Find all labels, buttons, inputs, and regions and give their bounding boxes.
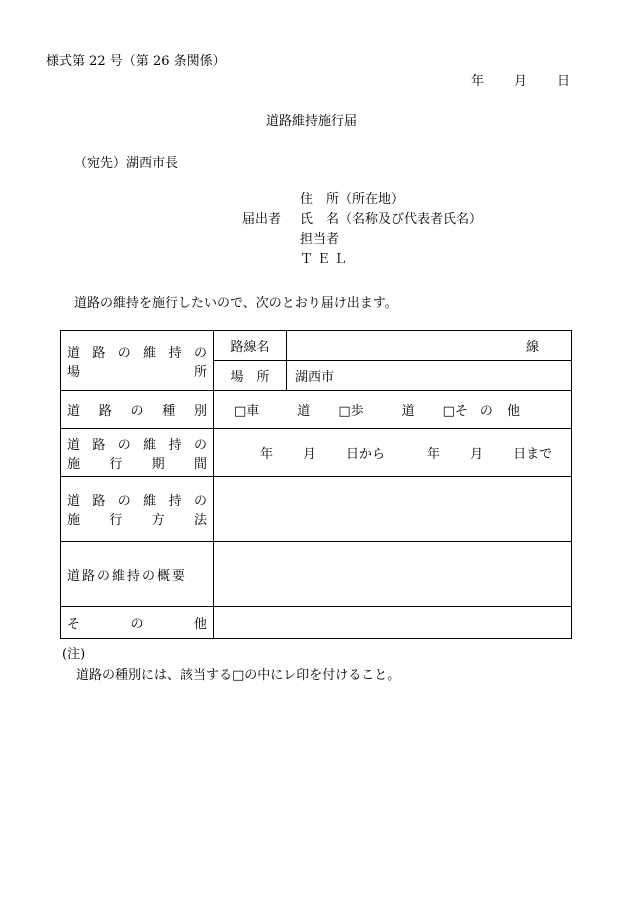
date-year: 年 [471,74,485,89]
location-head [61,331,214,391]
other-checkbox[interactable]: □そ [442,404,468,419]
note-text: 道路の種別には、該当する□の中にレ印を付けること。 [76,668,401,683]
date-line [471,70,570,89]
note-mark: (注) [62,647,86,662]
road-type-head: 道 路 の 種 別 [61,391,214,429]
sidewalk-checkbox[interactable]: □歩 [338,404,364,419]
contact-label: 担当者 [300,232,340,247]
period-start-day: 日から [346,447,386,462]
other-head: そ の 他 [61,607,214,639]
summary-head [61,542,214,607]
form-table [60,330,572,639]
location-head-line2: 場 所 [67,364,207,380]
name-label: 氏 名（名称及び代表者氏名） [300,212,483,227]
period-end-month: 月 [470,447,484,462]
tel-label: ＴＥＬ [300,252,352,267]
method-head: 道 路 の 維 持 の 施 行 方 法 [61,477,214,542]
road-type-options [214,391,572,429]
other-label-ta: 他 [506,404,520,419]
period-field[interactable] [214,429,572,477]
period-end-day: 日まで [513,447,553,462]
other-label-no: の [479,404,493,419]
route-suffix: 線 [525,340,539,355]
period-end-year: 年 [427,447,441,462]
place-field[interactable] [287,361,572,391]
document-title: 道路維持施行届 [266,114,358,129]
summary-head-text: 道路の維持の概要 [67,568,188,584]
location-head-line1: 道 路 の 維 持 の [67,345,207,361]
method-field[interactable] [214,477,572,542]
place-value: 湖西市 [295,370,335,385]
period-start-year: 年 [260,447,274,462]
filer-label: 届出者 [242,212,282,227]
form-number: 様式第 22 号（第 26 条関係） [46,54,226,69]
address-label: 住 所（所在地） [300,192,405,207]
intro-text: 道路の維持を施行したいので、次のとおり届け出ます。 [74,296,398,311]
summary-field[interactable] [214,542,572,607]
period-head: 道 路 の 維 持 の 施 行 期 間 [61,429,214,477]
place-label: 場 所 [214,361,287,391]
date-month: 月 [514,74,528,89]
route-name-field[interactable] [287,331,572,361]
roadway-checkbox[interactable]: □車 [234,404,260,419]
date-day: 日 [557,74,571,89]
other-field[interactable] [214,607,572,639]
roadway-label-tail: 道 [297,404,311,419]
period-start-month: 月 [303,447,317,462]
sidewalk-label-tail: 道 [401,404,415,419]
addressee: （宛先）湖西市長 [74,156,179,171]
route-name-label: 路線名 [214,331,287,361]
